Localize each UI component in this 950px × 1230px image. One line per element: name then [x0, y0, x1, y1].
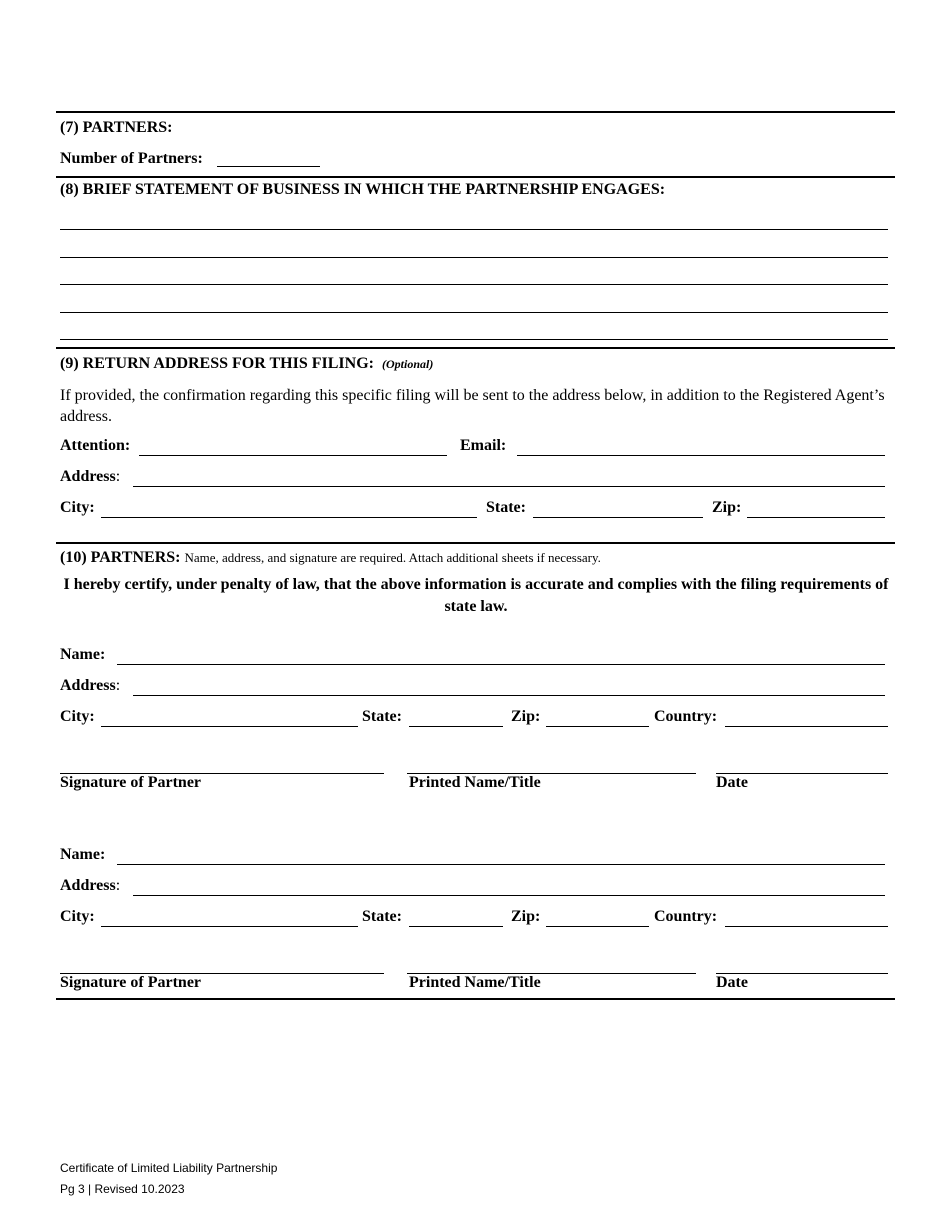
zip-label: Zip:: [712, 499, 742, 516]
business-statement-line[interactable]: [60, 312, 888, 313]
section-10-top-rule: [56, 542, 895, 544]
partner-city-label: City:: [60, 908, 95, 925]
business-statement-line[interactable]: [60, 339, 888, 340]
footer-title: Certificate of Limited Liability Partnership: [60, 1161, 278, 1175]
zip-field[interactable]: [747, 517, 885, 518]
partner-zip-field[interactable]: [546, 926, 649, 927]
section-10-note: Name, address, and signature are required. Attach additional sheets if necessary.: [184, 550, 601, 565]
partner-name-label: Name:: [60, 646, 106, 663]
email-field[interactable]: [517, 455, 885, 456]
section-10-bottom-rule: [56, 998, 895, 1000]
section-10-heading: [60, 549, 601, 567]
section-10-title: (10) PARTNERS:: [60, 549, 181, 566]
num-partners-label: Number of Partners:: [60, 150, 203, 167]
business-statement-line[interactable]: [60, 229, 888, 230]
signature-label: Signature of Partner: [60, 774, 202, 791]
partner-name-label: Name:: [60, 846, 106, 863]
partner-city-label: City:: [60, 708, 95, 725]
partner-address-field[interactable]: [133, 695, 885, 696]
partner-city-field[interactable]: [101, 926, 358, 927]
footer-page-info: Pg 3 | Revised 10.2023: [60, 1182, 185, 1196]
partner-address-field[interactable]: [133, 895, 885, 896]
optional-tag: (Optional): [381, 357, 434, 371]
section-7-heading: (7) PARTNERS:: [60, 119, 173, 136]
partner-zip-label: Zip:: [511, 708, 541, 725]
return-address-description: If provided, the confirmation regarding this specific filing will be sent to the address below, in addition to the Registered Agent’s address.: [60, 387, 885, 425]
attention-label: Attention:: [60, 437, 131, 454]
business-statement-line[interactable]: [60, 257, 888, 258]
printed-name-label: Printed Name/Title: [409, 774, 541, 791]
city-label: City:: [60, 499, 95, 516]
signature-label: Signature of Partner: [60, 974, 202, 991]
attention-field[interactable]: [139, 455, 447, 456]
state-label: State:: [486, 499, 526, 516]
section-9-heading: [60, 355, 433, 373]
partner-state-field[interactable]: [409, 726, 503, 727]
email-label: Email:: [460, 437, 507, 454]
certification-statement: I hereby certify, under penalty of law, that the above information is accurate and complies with the filing requirements of state law.: [63, 576, 889, 615]
business-statement-line[interactable]: [60, 284, 888, 285]
date-label: Date: [716, 974, 748, 991]
partner-country-label: Country:: [654, 708, 718, 725]
partner-address-label-text: Address: [60, 877, 116, 894]
partner-state-label: State:: [362, 708, 402, 725]
partner-state-field[interactable]: [409, 926, 503, 927]
partner-country-field[interactable]: [725, 926, 888, 927]
partner-country-field[interactable]: [725, 726, 888, 727]
partner-name-field[interactable]: [117, 864, 885, 865]
partner-name-field[interactable]: [117, 664, 885, 665]
section-7-top-rule: [56, 111, 895, 113]
partner-address-label-text: Address: [60, 677, 116, 694]
partner-zip-field[interactable]: [546, 726, 649, 727]
section-9-top-rule: [56, 347, 895, 349]
city-field[interactable]: [101, 517, 477, 518]
partner-city-field[interactable]: [101, 726, 358, 727]
partner-zip-label: Zip:: [511, 908, 541, 925]
printed-name-label: Printed Name/Title: [409, 974, 541, 991]
date-label: Date: [716, 774, 748, 791]
address-label-text: Address: [60, 468, 116, 485]
partner-address-label: Address:: [60, 877, 121, 894]
section-9-title: (9) RETURN ADDRESS FOR THIS FILING:: [60, 355, 374, 372]
section-8-top-rule: [56, 176, 895, 178]
num-partners-field[interactable]: [217, 166, 320, 167]
partner-state-label: State:: [362, 908, 402, 925]
address-label: Address:: [60, 468, 121, 485]
state-field[interactable]: [533, 517, 703, 518]
partner-country-label: Country:: [654, 908, 718, 925]
partner-address-label: Address:: [60, 677, 121, 694]
section-8-heading: (8) BRIEF STATEMENT OF BUSINESS IN WHICH THE PARTNERSHIP ENGAGES:: [60, 181, 666, 198]
address-field[interactable]: [133, 486, 885, 487]
